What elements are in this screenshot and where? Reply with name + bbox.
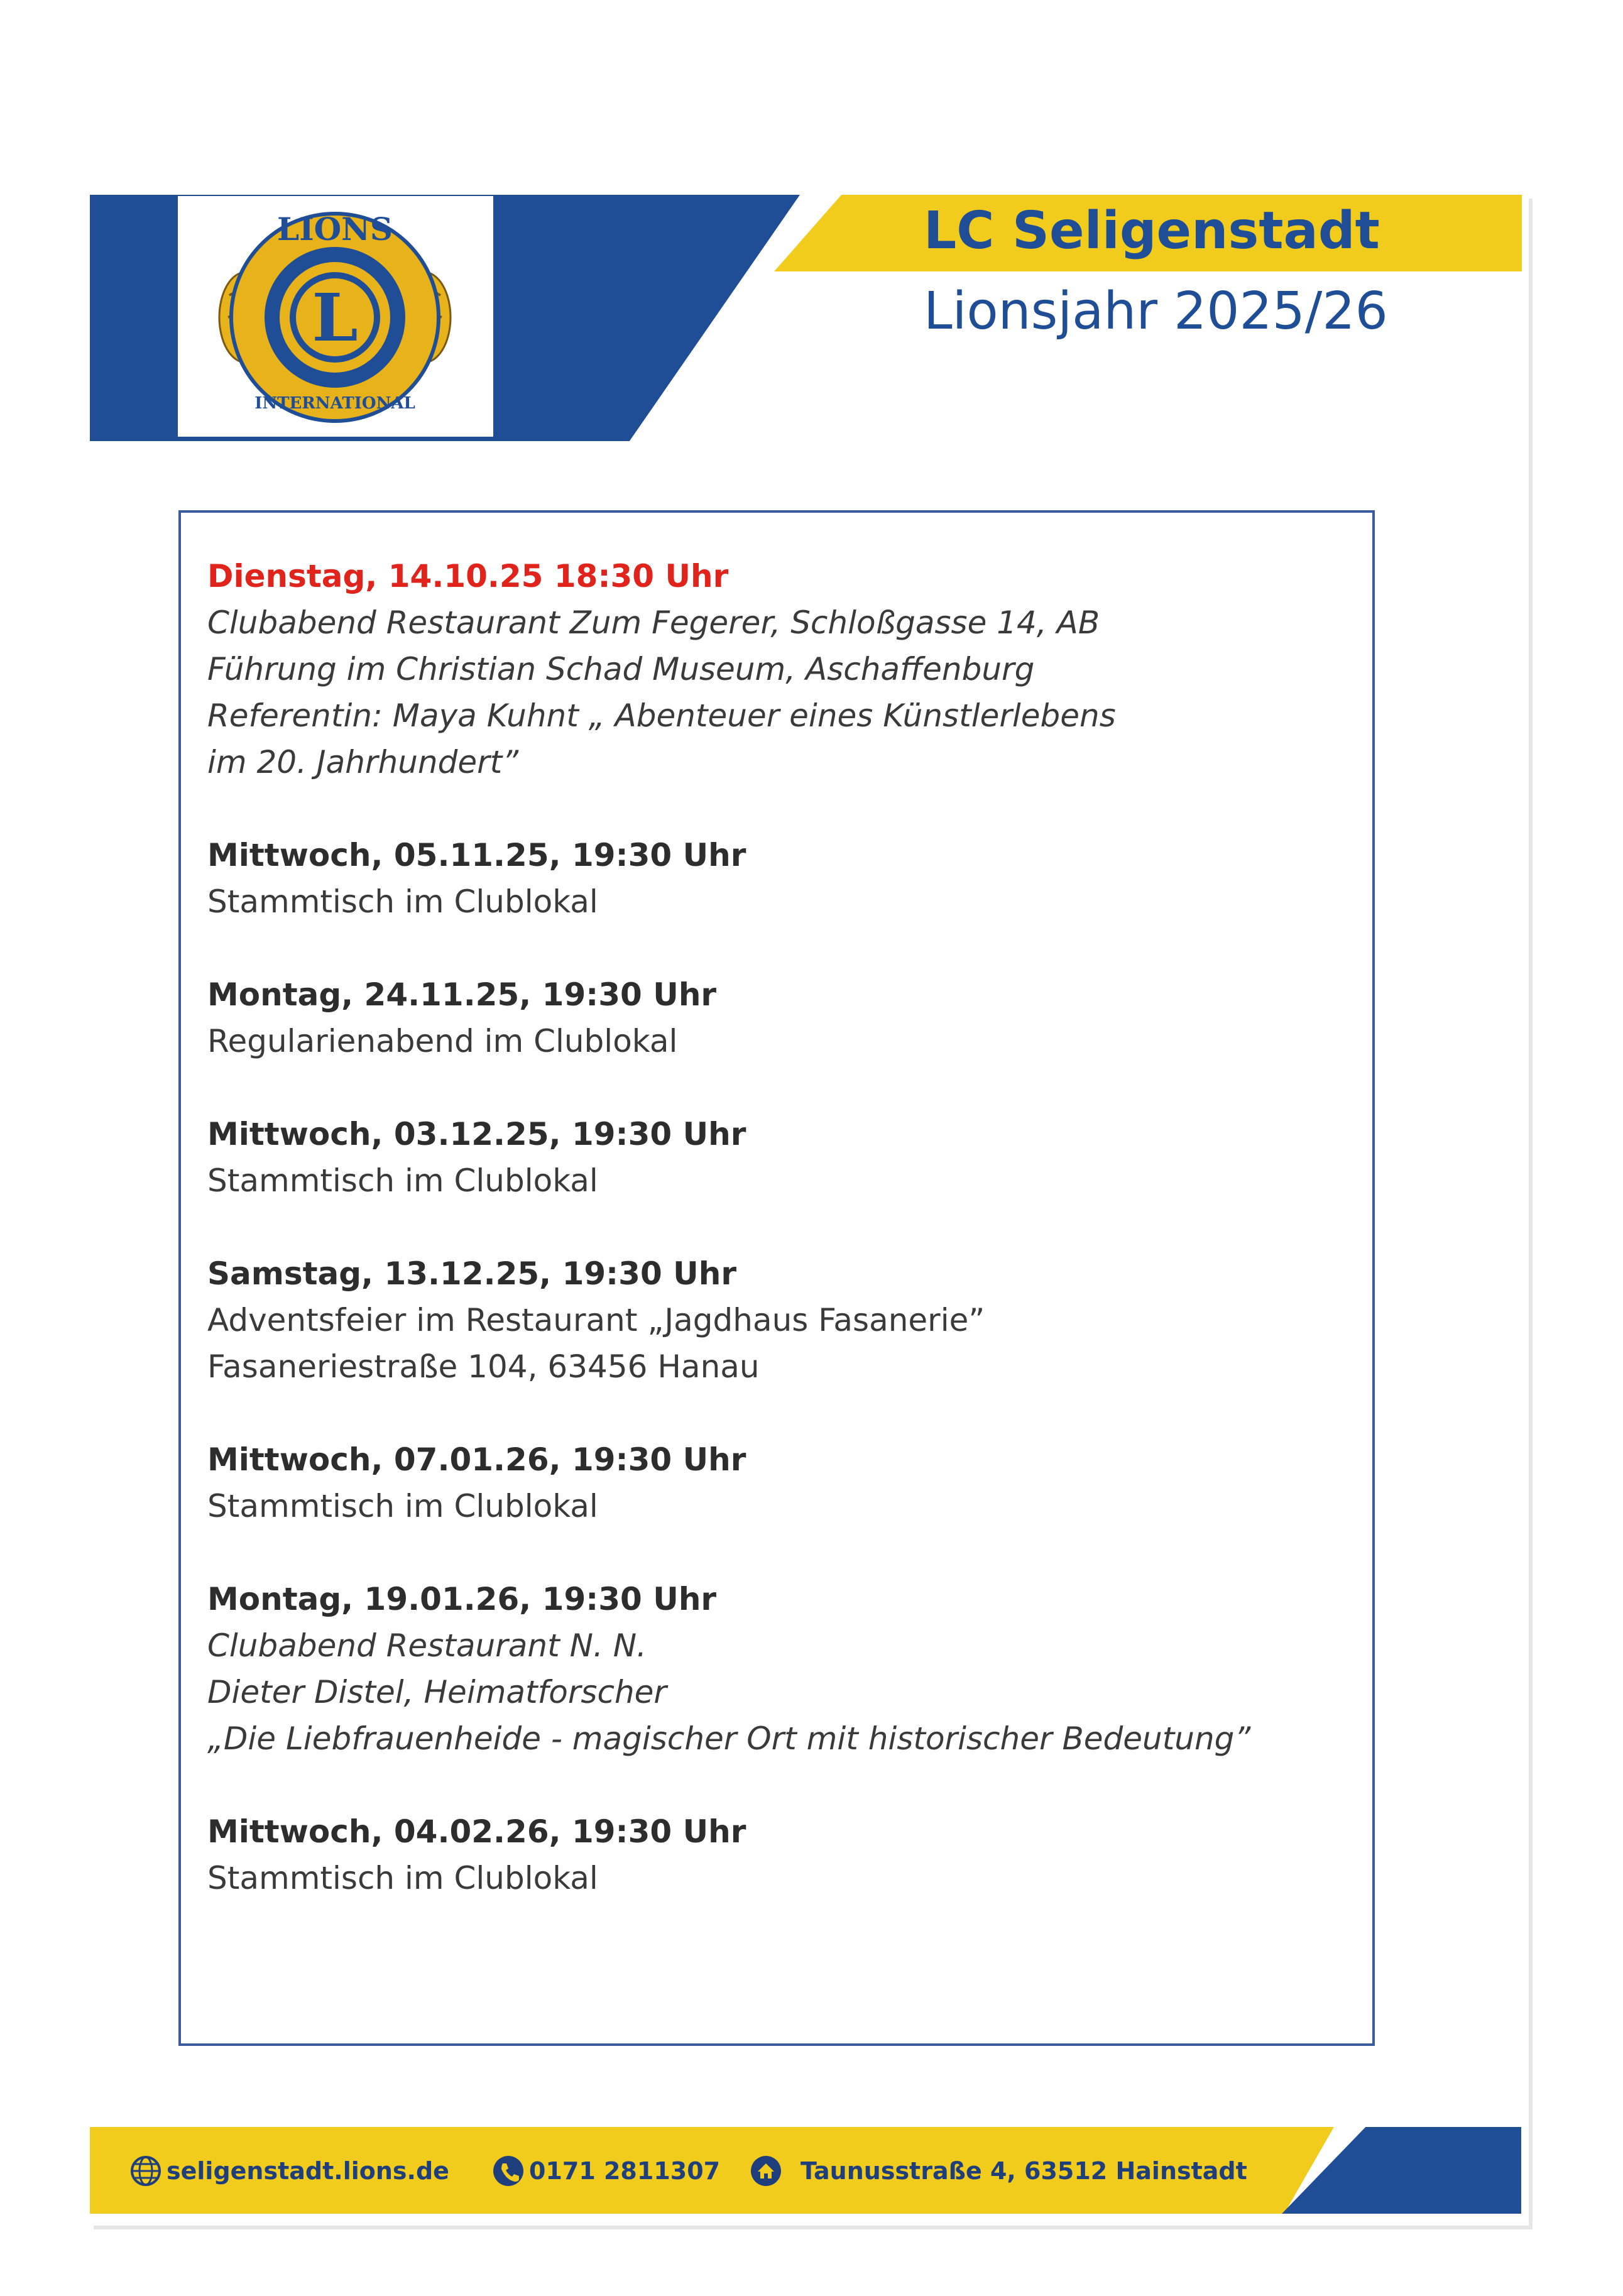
event-date: Mittwoch, 05.11.25, 19:30 Uhr (207, 837, 746, 873)
event-date: Samstag, 13.12.25, 19:30 Uhr (207, 1255, 736, 1292)
event-date: Montag, 19.01.26, 19:30 Uhr (207, 1581, 717, 1617)
event-line: Adventsfeier im Restaurant „Jagdhaus Fasanerie” (207, 1302, 985, 1338)
event-date: Mittwoch, 03.12.25, 19:30 Uhr (207, 1116, 746, 1152)
event-date: Mittwoch, 04.02.26, 19:30 Uhr (207, 1813, 746, 1850)
event-line: Stammtisch im Clublokal (207, 883, 598, 920)
event-item (207, 1436, 1363, 1529)
address-text: Taunusstraße 4, 63512 Hainstadt (801, 2157, 1247, 2185)
event-line: „Die Liebfrauenheide - magischer Ort mit historischer Bedeutung” (207, 1720, 1251, 1757)
event-item (207, 1111, 1363, 1204)
events-list (207, 553, 1363, 1948)
phone-icon (491, 2154, 525, 2188)
logo-lettering-lions: LIONS (277, 210, 393, 248)
event-date: Dienstag, 14.10.25 18:30 Uhr (207, 558, 729, 594)
event-line: Dieter Distel, Heimatforscher (207, 1674, 667, 1710)
website-link[interactable]: seligenstadt.lions.de (167, 2157, 449, 2185)
event-item (207, 1576, 1363, 1762)
event-line: Stammtisch im Clublokal (207, 1860, 598, 1896)
event-line: Regularienabend im Clublokal (207, 1023, 678, 1059)
event-line: Clubabend Restaurant N. N. (207, 1627, 647, 1664)
event-item (207, 971, 1363, 1064)
footer-website[interactable] (129, 2149, 449, 2193)
event-line: Stammtisch im Clublokal (207, 1488, 598, 1524)
event-line: Fasaneriestraße 104, 63456 Hanau (207, 1348, 760, 1385)
event-line: im 20. Jahrhundert” (207, 744, 519, 780)
event-line: Führung im Christian Schad Museum, Aschaffenburg (207, 651, 1035, 687)
footer-address (749, 2149, 1247, 2193)
logo-lettering-l: L (312, 279, 358, 356)
lions-international-logo (216, 201, 454, 434)
logo-panel (178, 196, 493, 437)
event-item (207, 1250, 1363, 1390)
logo-lettering-international: INTERNATIONAL (254, 394, 415, 413)
event-line: Stammtisch im Clublokal (207, 1162, 598, 1199)
phone-number[interactable]: 0171 2811307 (529, 2157, 721, 2185)
event-item (207, 1808, 1363, 1901)
event-date: Mittwoch, 07.01.26, 19:30 Uhr (207, 1441, 746, 1478)
event-item (207, 553, 1363, 785)
page-subtitle: Lionsjahr 2025/26 (924, 282, 1388, 341)
page-title: LC Seligenstadt (924, 201, 1380, 261)
home-icon (749, 2154, 783, 2188)
event-date: Montag, 24.11.25, 19:30 Uhr (207, 976, 717, 1013)
event-line: Clubabend Restaurant Zum Fegerer, Schloßgasse 14, AB (207, 604, 1100, 641)
event-item (207, 832, 1363, 925)
globe-icon (129, 2154, 163, 2188)
event-line: Referentin: Maya Kuhnt „ Abenteuer eines Künstlerlebens (207, 697, 1116, 734)
footer-phone[interactable] (491, 2149, 720, 2193)
